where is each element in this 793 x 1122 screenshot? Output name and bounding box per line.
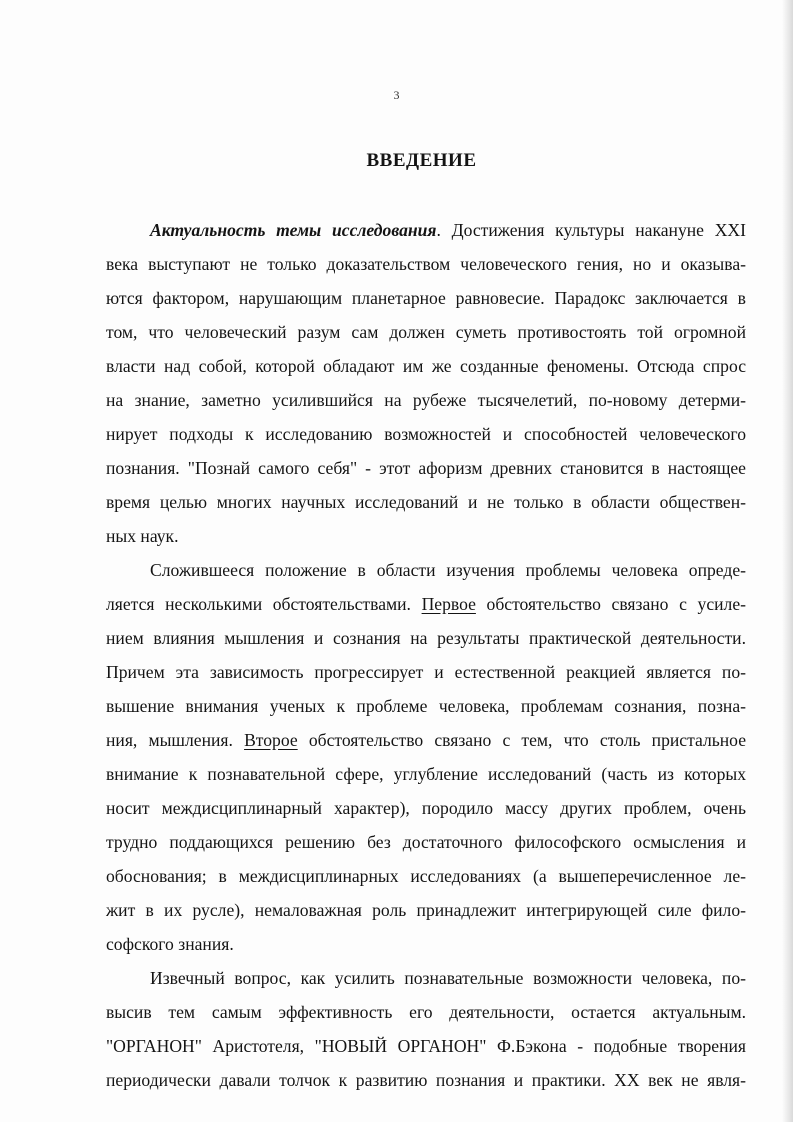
line-text: ляется несколькими обстоятельствами.	[106, 594, 422, 614]
paragraph-2-line-6	[106, 722, 746, 758]
line-text: . Достижения культуры накануне XXI	[436, 220, 746, 240]
paragraph-3-line-3: "ОРГАНОН" Аристотеля, "НОВЫЙ ОРГАНОН" Ф.Бэкона - подобные творения	[106, 1036, 746, 1056]
paragraph-2-line-2	[106, 586, 746, 622]
line-text: ния, мышления.	[106, 730, 245, 750]
paragraph-1-line-10: ных наук.	[106, 526, 179, 546]
paragraph-1-line-7: нирует подходы к исследованию возможностей и способностей человеческого	[106, 424, 746, 444]
scan-edge-shadow	[782, 0, 793, 1122]
paragraph-3-line-2: высив тем самым эффективность его деятельности, остается актуальным.	[106, 1002, 746, 1022]
paragraph-1-line-4: том, что человеческий разум сам должен суметь противостоять той огромной	[106, 322, 746, 342]
paragraph-2-line-1: Сложившееся положение в области изучения проблемы человека опреде-	[150, 560, 746, 580]
paragraph-1-line-2: века выступают не только доказательством человеческого гения, но и оказыва-	[106, 254, 746, 274]
paragraph-2-line-10: обоснования; в междисциплинарных исследованиях (а вышеперечисленное ле-	[106, 866, 746, 886]
page-title: ВВЕДЕНИЕ	[366, 150, 477, 171]
underlined-second: Второе	[244, 730, 298, 750]
underlined-first: Первое	[421, 594, 476, 614]
paragraph-3-line-1: Извечный вопрос, как усилить познавательные возможности человека, по-	[150, 968, 746, 988]
page-number: 3	[393, 88, 400, 102]
paragraph-2-line-8: носит междисциплинарный характер), породило массу других проблем, очень	[106, 798, 746, 818]
paragraph-2-line-9: трудно поддающихся решению без достаточного философского осмысления и	[106, 832, 746, 852]
line-text: обстоятельство связано с тем, что столь пристальное	[297, 730, 746, 750]
paragraph-2-line-3: нием влияния мышления и сознания на результаты практической деятельности.	[106, 628, 746, 648]
paragraph-2-line-7: внимание к познавательной сфере, углубление исследований (часть из которых	[106, 764, 746, 784]
paragraph-2-line-11: жит в их русле), немаловажная роль принадлежит интегрирующей силе фило-	[106, 900, 746, 920]
paragraph-1-line-6: на знание, заметно усилившийся на рубеже тысячелетий, по-новому детерми-	[106, 390, 746, 410]
paragraph-1-line-3: ются фактором, нарушающим планетарное равновесие. Парадокс заключается в	[106, 288, 746, 308]
paragraph-2-line-12: софского знания.	[106, 934, 234, 954]
section-heading-relevance: Актуальность темы исследования	[150, 220, 437, 240]
paragraph-3-line-4: периодически давали толчок к развитию познания и практики. XX век не явля-	[106, 1070, 746, 1090]
paragraph-2-line-5: вышение внимания ученых к проблеме человека, проблемам сознания, позна-	[106, 696, 746, 716]
paragraph-1-line-8: познания. "Познай самого себя" - этот афоризм древних становится в настоящее	[106, 458, 746, 478]
line-text: обстоятельство связано с усиле-	[475, 594, 746, 614]
paragraph-1-line-9: время целью многих научных исследований и не только в области обществен-	[106, 492, 746, 512]
paragraph-2-line-4: Причем эта зависимость прогрессирует и естественной реакцией является по-	[106, 662, 746, 682]
paragraph-1-line-1	[150, 212, 746, 248]
paragraph-1-line-5: власти над собой, которой обладают им же созданные феномены. Отсюда спрос	[106, 356, 746, 376]
